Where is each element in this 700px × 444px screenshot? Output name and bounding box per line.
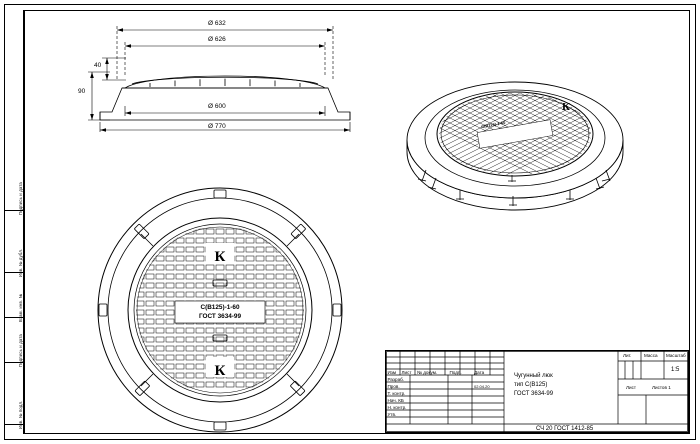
row-role-utv: Утв. [387,411,397,417]
dim-outer-flange-diameter: Ø 770 [208,123,226,130]
plan-cover-marking [182,303,258,321]
mass-label: Масса [644,353,658,358]
scale-label: Масштаб [666,353,686,358]
row-role-razrab: Разраб. [387,376,405,382]
iso-cover-text: С(В125)-1-60 [480,119,506,130]
row-role-nachkb: Нач. КБ [387,397,404,403]
section-view [80,18,370,138]
margin-cell [5,400,24,434]
left-margin-column [5,10,24,434]
dim-total-height: 90 [78,88,86,95]
lit-label: Лит. [623,353,632,358]
row-role-prov: Пров. [387,383,400,389]
title-block [385,350,689,433]
dim-cover-diameter: Ø 626 [208,36,226,43]
margin-label: Взам. инв. № [18,293,23,322]
margin-label: Подпись и дата [18,182,23,215]
title-line-3: ГОСТ 3634-99 [514,391,554,397]
svg-text:К: К [562,101,570,113]
row-role-tkontr: Т. контр. [387,390,406,396]
material-text: СЧ 20 ГОСТ 1412-85 [536,426,594,432]
plan-logo-bottom: К [214,363,226,379]
cover-type-text: С(В125)-1-60 [200,304,240,311]
row-role-nkontr: Н. контр. [387,404,407,410]
sheets-label: Листов 1 [652,385,671,390]
col-podp: Подп. [449,369,462,375]
col-data: Дата [474,369,485,375]
margin-label: Инв. № дубл. [18,248,23,277]
col-izm: Изм [387,369,397,375]
isometric-view [400,78,630,218]
scale-value: 1:5 [671,367,680,373]
sheet-label: Лист [626,385,636,390]
margin-label: Подпись и дата [18,334,23,367]
row-date-prov: 02.04.20 [474,383,490,389]
cover-standard-text: ГОСТ 3634-99 [198,313,242,320]
col-dokum: № докум. [417,369,438,375]
title-line-1: Чугунный люк [514,373,553,379]
margin-label: Инв. № подл. [18,400,23,429]
plan-logo-top: К [214,249,226,265]
title-line-2: тип С(В125) [514,382,548,388]
dim-cover-thickness: 40 [94,62,102,69]
col-list: Лист [401,369,412,375]
plan-view [95,185,345,435]
dim-opening-diameter: Ø 600 [208,103,226,110]
dim-cover-seat-diameter: Ø 632 [208,20,226,27]
